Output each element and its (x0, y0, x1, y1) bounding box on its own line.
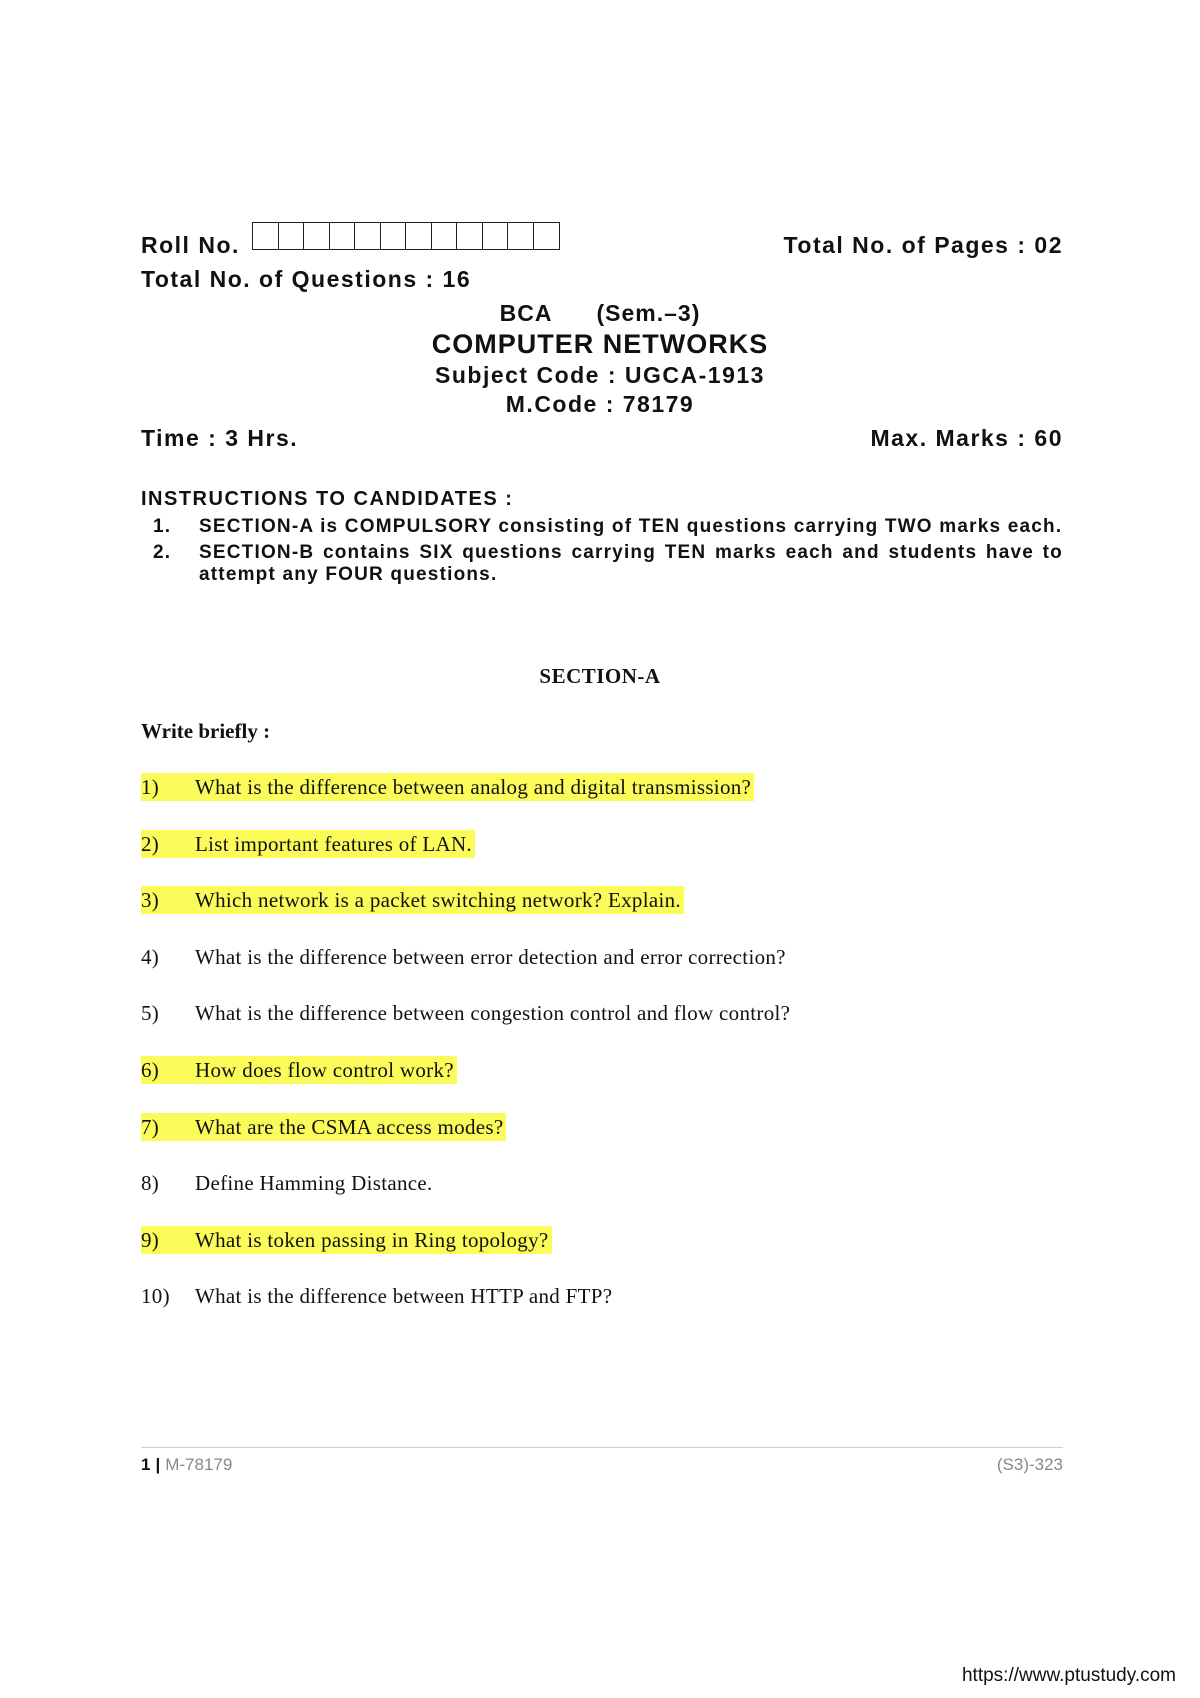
highlighted-question-line (141, 773, 754, 801)
question-item (141, 773, 793, 830)
question-item (141, 1113, 793, 1170)
instruction-number: 1. (153, 516, 172, 537)
roll-number-box[interactable] (508, 223, 534, 249)
question-item (141, 1169, 793, 1226)
question-text: How does flow control work? (195, 1057, 454, 1082)
footer-page-number: 1 (141, 1455, 151, 1474)
question-number: 7) (141, 1114, 160, 1139)
instructions-list (141, 516, 1063, 590)
roll-number-box[interactable] (355, 223, 381, 249)
instruction-number: 2. (153, 542, 172, 563)
course-name: BCA (499, 300, 553, 326)
question-list (141, 773, 793, 1339)
subject-code: Subject Code : UGCA-1913 (435, 362, 765, 388)
roll-number-box[interactable] (457, 223, 483, 249)
roll-number-box[interactable] (406, 223, 432, 249)
exam-time: Time : 3 Hrs. (141, 425, 299, 451)
highlighted-question-line (141, 1056, 457, 1084)
question-number: 1) (141, 775, 160, 799)
question-item (141, 999, 793, 1056)
question-item (141, 1226, 793, 1283)
m-code: M.Code : 78179 (505, 391, 695, 417)
roll-number-label: Roll No. (141, 232, 240, 258)
question-number: 10) (141, 1284, 170, 1309)
question-text: What is the difference between congestion control and flow control? (195, 1001, 791, 1026)
section-a-subtitle: Write briefly : (141, 719, 271, 743)
question-number: 6) (141, 1057, 160, 1082)
question-number: 3) (141, 888, 160, 913)
roll-number-box[interactable] (304, 223, 330, 249)
roll-number-box[interactable] (483, 223, 509, 249)
question-text: Define Hamming Distance. (195, 1171, 433, 1196)
highlighted-question-line (141, 886, 684, 914)
max-marks: Max. Marks : 60 (870, 425, 1063, 451)
question-number: 5) (141, 1001, 160, 1026)
question-line (141, 943, 789, 971)
question-number: 9) (141, 1227, 160, 1252)
footer-divider (141, 1447, 1063, 1448)
question-text: What is the difference between analog and digital transmission? (195, 775, 752, 799)
semester: (Sem.–3) (596, 300, 701, 326)
footer-separator: | (155, 1455, 161, 1474)
question-line (141, 1282, 615, 1310)
instruction-text: SECTION-B contains SIX questions carrying TEN marks each and students have to attempt any FOUR questions. (199, 542, 1063, 585)
highlighted-question-line (141, 1113, 506, 1141)
highlighted-question-line (141, 1226, 552, 1254)
footer-left (141, 1455, 232, 1475)
question-item (141, 1056, 793, 1113)
question-number: 4) (141, 944, 160, 969)
instruction-item (141, 516, 1063, 538)
total-pages: Total No. of Pages : 02 (783, 232, 1063, 258)
instruction-item (141, 542, 1063, 586)
question-item (141, 830, 793, 887)
question-text: What are the CSMA access modes? (195, 1114, 504, 1139)
roll-number-box[interactable] (330, 223, 356, 249)
question-number: 2) (141, 831, 160, 856)
question-item (141, 943, 793, 1000)
question-text: What is the difference between HTTP and FTP? (195, 1284, 613, 1309)
footer-right-code: (S3)-323 (996, 1455, 1063, 1474)
instructions-title: INSTRUCTIONS TO CANDIDATES : (141, 488, 514, 510)
section-a-title: SECTION-A (539, 664, 661, 688)
roll-number-box[interactable] (279, 223, 305, 249)
instruction-text: SECTION-A is COMPULSORY consisting of TEN questions carrying TWO marks each. (199, 516, 1063, 537)
footer-paper-code: M-78179 (165, 1455, 233, 1474)
question-line (141, 999, 793, 1027)
question-text: Which network is a packet switching network? Explain. (195, 888, 681, 913)
roll-number-box[interactable] (432, 223, 458, 249)
roll-number-boxes[interactable] (252, 222, 560, 250)
question-line (141, 1169, 436, 1197)
question-text: What is token passing in Ring topology? (195, 1227, 549, 1252)
roll-number-box[interactable] (534, 223, 560, 249)
source-watermark-link[interactable]: https://www.ptustudy.com (961, 1665, 1176, 1686)
total-questions: Total No. of Questions : 16 (141, 266, 472, 292)
question-text: What is the difference between error detection and error correction? (195, 944, 786, 969)
roll-number-box[interactable] (381, 223, 407, 249)
question-text: List important features of LAN. (195, 831, 472, 856)
question-item (141, 1282, 793, 1339)
question-number: 8) (141, 1171, 160, 1196)
course-line (0, 300, 1200, 327)
question-item (141, 886, 793, 943)
highlighted-question-line (141, 830, 475, 858)
roll-number-box[interactable] (253, 223, 279, 249)
subject-title: COMPUTER NETWORKS (431, 329, 769, 359)
